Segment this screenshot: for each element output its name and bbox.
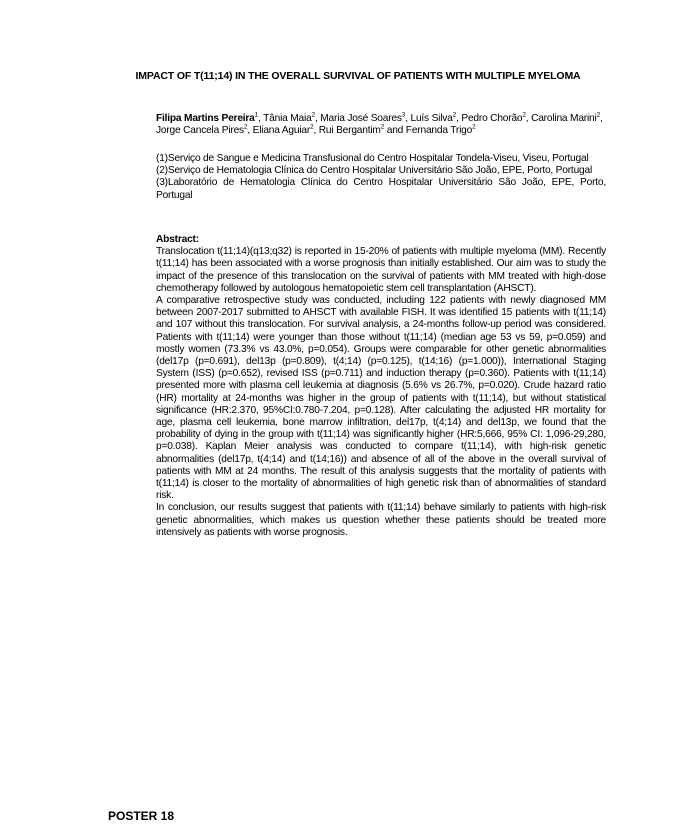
author-name: Maria José Soares xyxy=(320,113,402,124)
author xyxy=(253,125,310,136)
abstract-heading: Abstract: xyxy=(156,234,199,245)
author-separator: and xyxy=(384,125,406,137)
author-affiliation-mark: 2 xyxy=(472,123,476,131)
abstract-section xyxy=(156,234,606,539)
affiliation: (3)Laboratório de Hematologia Clínica do Centro Hospitalar Universitário São João, EPE, Porto, Portugal xyxy=(156,177,606,201)
author-affiliation-mark: 2 xyxy=(522,111,526,119)
author xyxy=(410,113,452,124)
author xyxy=(156,125,244,136)
author-affiliation-mark: 2 xyxy=(243,123,248,131)
author-separator: , xyxy=(525,113,532,124)
author-separator: , xyxy=(258,113,264,124)
abstract-paragraph: Translocation t(11;14)(q13;q32) is reported in 15-20% of patients with multiple myeloma (MM). Recently t(11;14) has been associated with a worse prognosis than initially established. Our aim was to study the impact of the presence of this translocation on the survival of patients with MM treated with high-dose chemotherapy followed by autologous hematopoietic stem cell transplantation (AHSCT). xyxy=(156,246,606,294)
author-name: Eliana Aguiar xyxy=(252,125,311,137)
affiliation: (1)Serviço de Sangue e Medicina Transfusional do Centro Hospitalar Tondela-Viseu, Viseu, Portugal xyxy=(156,153,589,164)
author-separator: , xyxy=(247,125,253,137)
paper-title: IMPACT OF T(11;14) IN THE OVERALL SURVIVAL OF PATIENTS WITH MULTIPLE MYELOMA xyxy=(135,70,581,82)
author-affiliation-mark: 2 xyxy=(310,123,314,131)
author-affiliation-mark: 2 xyxy=(311,111,315,119)
author-affiliation-mark: 2 xyxy=(380,123,385,131)
author-name: Tânia Maia xyxy=(263,113,312,124)
author xyxy=(406,125,472,136)
affiliation-list xyxy=(156,153,606,202)
author-separator: , xyxy=(456,113,462,124)
author-list xyxy=(156,113,606,137)
author xyxy=(156,113,255,124)
author-name: Pedro Chorão xyxy=(461,113,523,124)
author xyxy=(263,113,311,124)
abstract-paragraph: In conclusion, our results suggest that patients with t(11;14) behave similarly to patients with high-risk genetic abnormalities, which makes us question whether these patients should be treated more intensively as patients with worse prognosis. xyxy=(156,502,606,538)
author xyxy=(319,125,381,136)
abstract-paragraph: A comparative retrospective study was conducted, including 122 patients with newly diagnosed MM between 2007-2017 submitted to AHSCT with available FISH. It was identified 15 patients with t(11;14) and 107 without this translocation. For survival analysis, a 24-months follow-up period was considered. Patients with t(11;14) were younger than those without t(11;14) (median age 53 vs 59, p=0.059) and mostly women (73.3% vs 43.0%, p=0.054). Groups were comparable for other genetic abnormalities (del17p (p=0.691), del13p (p=0.809), t(4;14) (p=0.125), t(14;16) (p=1.000)), International Staging System (ISS) (p=0.652), revised ISS (p=0.711) and induction therapy (p=0.360). Patients with t(11;14) presented more with plasma cell leukemia at diagnosis (5.6% vs 26.7%, p=0.020). Crude hazard ratio (HR) mortality at 24-months was higher in the group of patients with t(11;14), but without statistical significance (HR:2.370, 95%CI:0.780-7.204, p=0.128). After calculating the adjusted HR mortality for age, plasma cell leukemia, bone marrow infiltration, del17p, t(4;14) and del13p, we found that the probability of dying in the group with t(11;14) was significantly higher (HR:5,666, 95% CI: 1,096-29,280, p=0.038). Kaplan Meier analysis was conducted to compare t(11;14), with high-risk genetic abnormalities (del17p, t(4;14) and t(14;16)) and absence of all of the above in the overall survival of patients with MM at 24 months. The result of this analysis suggests that the mortality of patients with t(11;14) is closer to the mortality of abnormalities of high genetic risk than of abnormalities of standard risk. xyxy=(156,295,606,502)
author-name: Fernanda Trigo xyxy=(405,125,473,137)
affiliation: (2)Serviço de Hematologia Clínica do Centro Hospitalar Universitário São João, EPE, Porto, Portugal xyxy=(156,165,593,177)
poster-number: POSTER 18 xyxy=(108,809,175,823)
author-name: Carolina Marini xyxy=(531,113,597,124)
author-name: Jorge Cancela Pires xyxy=(156,125,244,137)
author xyxy=(320,113,402,124)
author-name: Filipa Martins Pereira xyxy=(156,113,255,124)
author-affiliation-mark: 1 xyxy=(254,111,259,119)
author-affiliation-mark: 3 xyxy=(401,111,406,119)
author-separator: , xyxy=(314,113,321,124)
author-separator: , xyxy=(313,125,319,137)
author xyxy=(531,113,597,124)
author-name: Luís Silva xyxy=(410,113,453,124)
author xyxy=(461,113,522,124)
author-affiliation-mark: 2 xyxy=(596,111,600,119)
author-separator: , xyxy=(405,113,411,124)
author-name: Rui Bergantim xyxy=(318,125,381,137)
author-separator: , xyxy=(600,113,603,124)
author-affiliation-mark: 2 xyxy=(452,111,457,119)
